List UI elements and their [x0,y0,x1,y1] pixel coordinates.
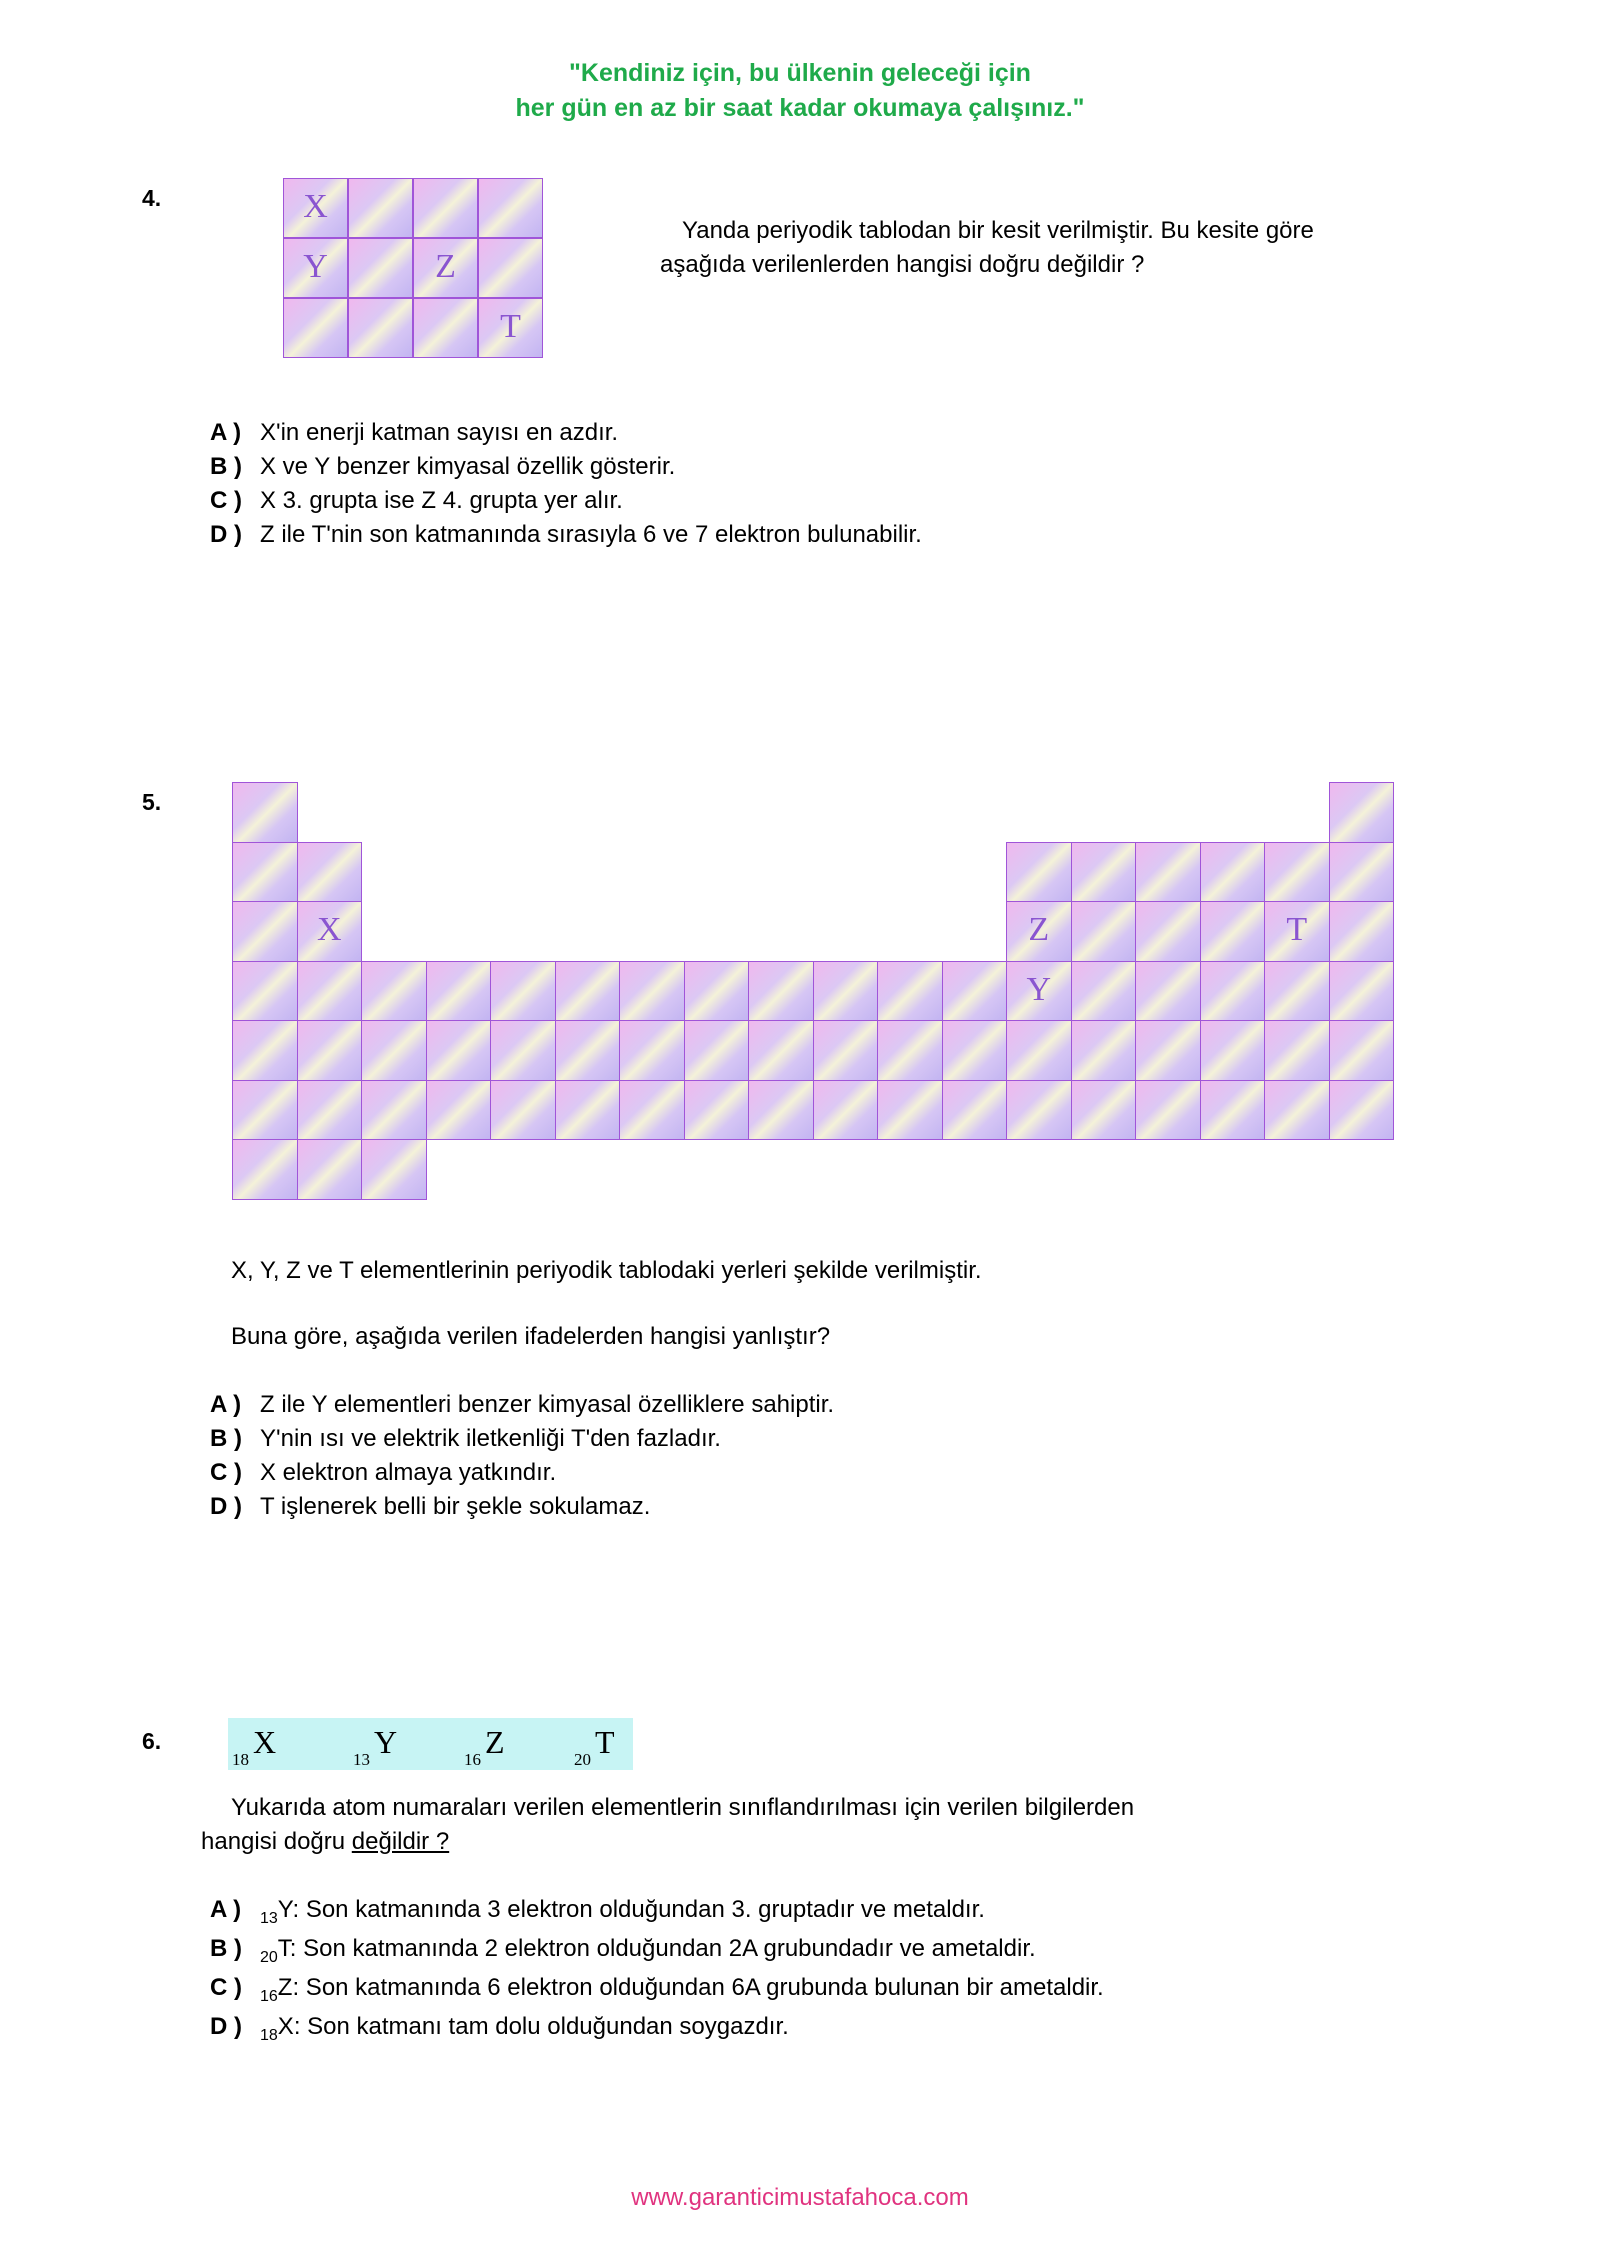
atomic-number: 20 [260,1949,278,1966]
q5-cell [1071,901,1137,962]
option-letter: D ) [210,521,242,548]
q4-cell [348,238,413,298]
q5-cell [232,782,298,843]
q4-cell [348,178,413,238]
element-symbol: Y [277,1896,293,1923]
q6-option-a[interactable] [210,1893,985,1936]
q5-cell [1264,961,1330,1022]
q5-cell [619,1080,685,1141]
option-text: X elektron almaya yatkındır. [260,1459,557,1486]
q5-cell [1071,961,1137,1022]
element-symbol: X [253,1724,277,1760]
option-letter: C ) [210,1459,242,1486]
q5-cell [361,1020,427,1081]
q4-cell-z: Z [413,238,478,298]
option-text: T işlenerek belli bir şekle sokulamaz. [260,1493,651,1520]
q4-cell [478,238,543,298]
q5-cell [684,1080,750,1141]
q5-cell [942,961,1008,1022]
q5-cell [1135,1080,1201,1141]
q5-cell [813,961,879,1022]
q5-cell [684,1020,750,1081]
q6-stem-text: hangisi doğru [201,1828,352,1855]
q5-cell [877,1080,943,1141]
option-text: X ve Y benzer kimyasal özellik gösterir. [260,453,676,480]
q4-cell-t: T [478,298,543,358]
q6-symbol-z [464,1724,505,1770]
q5-cell [361,1080,427,1141]
q5-cell [1006,1080,1072,1141]
q6-option-d[interactable] [210,2010,789,2053]
q5-cell [490,1080,556,1141]
q5-cell [942,1080,1008,1141]
q5-cell [490,1020,556,1081]
option-letter: C ) [210,1974,242,2001]
q5-cell [232,1139,298,1200]
option-text: Z ile T'nin son katmanında sırasıyla 6 ve 7 elektron bulunabilir. [260,521,922,548]
option-text: : Son katmanında 6 elektron olduğundan 6A grubunda bulunan bir ametaldir. [292,1974,1104,2001]
q5-cell [361,961,427,1022]
q5-cell [297,842,363,903]
option-letter: B ) [210,1425,242,1452]
q5-cell [619,1020,685,1081]
q4-cell [413,298,478,358]
element-symbol: Z [277,1974,293,2001]
q5-cell [1264,1020,1330,1081]
option-text: : Son katmanı tam dolu olduğundan soygazdır. [293,2013,789,2040]
q5-cell [942,1020,1008,1081]
q5-cell [877,961,943,1022]
q5-stem-line-1: X, Y, Z ve T elementlerinin periyodik tablodaki yerleri şekilde verilmiştir. [231,1257,982,1284]
q4-cell [478,178,543,238]
q5-cell [555,961,621,1022]
q4-option-a[interactable] [210,416,618,450]
q5-cell [297,1139,363,1200]
q5-cell [1200,1080,1266,1141]
q5-option-b[interactable] [210,1422,721,1456]
option-text: : Son katmanında 2 elektron olduğundan 2A grubundadır ve ametaldir. [289,1935,1036,1962]
q6-atomic-symbols-strip [228,1718,633,1770]
q4-cell [413,178,478,238]
q4-stem-line-2: aşağıda verilenlerden hangisi doğru değildir ? [660,251,1145,278]
q5-cell [1200,901,1266,962]
q5-cell [426,1020,492,1081]
q5-cell [232,1020,298,1081]
atomic-number: 20 [574,1750,591,1769]
q4-cell-x: X [283,178,348,238]
q5-cell [684,961,750,1022]
atomic-number: 18 [260,2027,278,2044]
q5-cell [232,842,298,903]
q5-cell-x: X [297,901,363,962]
q4-option-b[interactable] [210,450,675,484]
q5-cell [1264,842,1330,903]
element-symbol: Z [485,1724,505,1760]
q5-cell [1264,1080,1330,1141]
q5-cell [1200,1020,1266,1081]
q5-cell [297,1020,363,1081]
option-letter: A ) [210,1391,242,1418]
q5-cell [1329,782,1395,843]
q5-cell [813,1020,879,1081]
q5-cell [426,1080,492,1141]
atomic-number: 16 [260,1988,278,2005]
q5-cell [361,1139,427,1200]
q6-stem-line-1: Yukarıda atom numaraları verilen elementlerin sınıflandırılması için verilen bilgilerden [231,1794,1135,1821]
q4-cell [283,298,348,358]
q5-cell [1071,842,1137,903]
q6-stem-underlined: değildir ? [351,1828,450,1855]
element-symbol: T [277,1935,290,1962]
q5-cell [555,1020,621,1081]
q6-option-b[interactable] [210,1932,1036,1975]
atomic-number: 18 [232,1750,249,1769]
option-text: X 3. grupta ise Z 4. grupta yer alır. [260,487,623,514]
option-text: Y'nin ısı ve elektrik iletkenliği T'den fazladır. [260,1425,721,1452]
q5-cell [1329,842,1395,903]
option-letter: A ) [210,1896,242,1923]
q5-cell-t: T [1264,901,1330,962]
q5-cell [1329,961,1395,1022]
question-6-number: 6. [142,1728,162,1754]
option-text: Z ile Y elementleri benzer kimyasal özelliklere sahiptir. [260,1391,835,1418]
q5-cell [748,1020,814,1081]
q6-symbol-y [353,1724,397,1770]
question-4-number: 4. [142,185,162,211]
element-symbol: Y [374,1724,398,1760]
q5-cell [426,961,492,1022]
q5-cell [1200,842,1266,903]
q5-option-d[interactable] [210,1490,650,1524]
q5-option-a[interactable] [210,1388,834,1422]
element-symbol: X [277,2013,294,2040]
q5-cell [877,1020,943,1081]
q5-cell [1135,961,1201,1022]
q5-cell [1200,961,1266,1022]
q5-cell [232,901,298,962]
option-letter: B ) [210,453,242,480]
option-letter: D ) [210,1493,242,1520]
q5-cell [297,1080,363,1141]
atomic-number: 16 [464,1750,481,1769]
q4-option-c[interactable] [210,484,623,518]
q5-cell [490,961,556,1022]
q5-stem-line-2: Buna göre, aşağıda verilen ifadelerden hangisi yanlıştır? [231,1323,831,1350]
q5-cell [555,1080,621,1141]
q5-cell [748,961,814,1022]
atomic-number: 13 [260,1910,278,1927]
q5-cell [1329,1020,1395,1081]
q5-cell [232,1080,298,1141]
q5-cell [1006,842,1072,903]
q5-cell [1135,901,1201,962]
option-letter: C ) [210,487,242,514]
q5-cell [1071,1080,1137,1141]
q5-cell [619,961,685,1022]
q5-cell [813,1080,879,1141]
q5-cell-y: Y [1006,961,1072,1022]
q5-cell [1135,842,1201,903]
q6-symbol-t [574,1724,615,1770]
q5-cell-z: Z [1006,901,1072,962]
q5-cell [297,961,363,1022]
q4-cell [348,298,413,358]
footer-url[interactable]: www.garanticimustafahoca.com [631,2184,969,2211]
q4-option-d[interactable] [210,518,922,552]
question-5-number: 5. [142,789,162,815]
motto-line-1: "Kendiniz için, bu ülkenin geleceği için [569,59,1031,87]
option-letter: B ) [210,1935,242,1962]
option-letter: A ) [210,419,242,446]
motto-line-2: her gün en az bir saat kadar okumaya çalışınız." [515,94,1085,122]
q5-cell [1329,901,1395,962]
q6-stem-line-2 [201,1825,449,1859]
q4-stem-line-1: Yanda periyodik tablodan bir kesit verilmiştir. Bu kesite göre [682,217,1314,244]
element-symbol: T [595,1724,615,1760]
q4-cell-y: Y [283,238,348,298]
option-letter: D ) [210,2013,242,2040]
q5-cell [1135,1020,1201,1081]
q5-cell [232,961,298,1022]
q5-cell [1329,1080,1395,1141]
atomic-number: 13 [353,1750,370,1769]
q5-cell [1071,1020,1137,1081]
q6-option-c[interactable] [210,1971,1104,2014]
option-text: X'in enerji katman sayısı en azdır. [260,419,619,446]
q5-option-c[interactable] [210,1456,556,1490]
q5-cell [748,1080,814,1141]
q6-symbol-x [232,1724,276,1770]
option-text: : Son katmanında 3 elektron olduğundan 3. gruptadır ve metaldır. [292,1896,985,1923]
q5-cell [1006,1020,1072,1081]
